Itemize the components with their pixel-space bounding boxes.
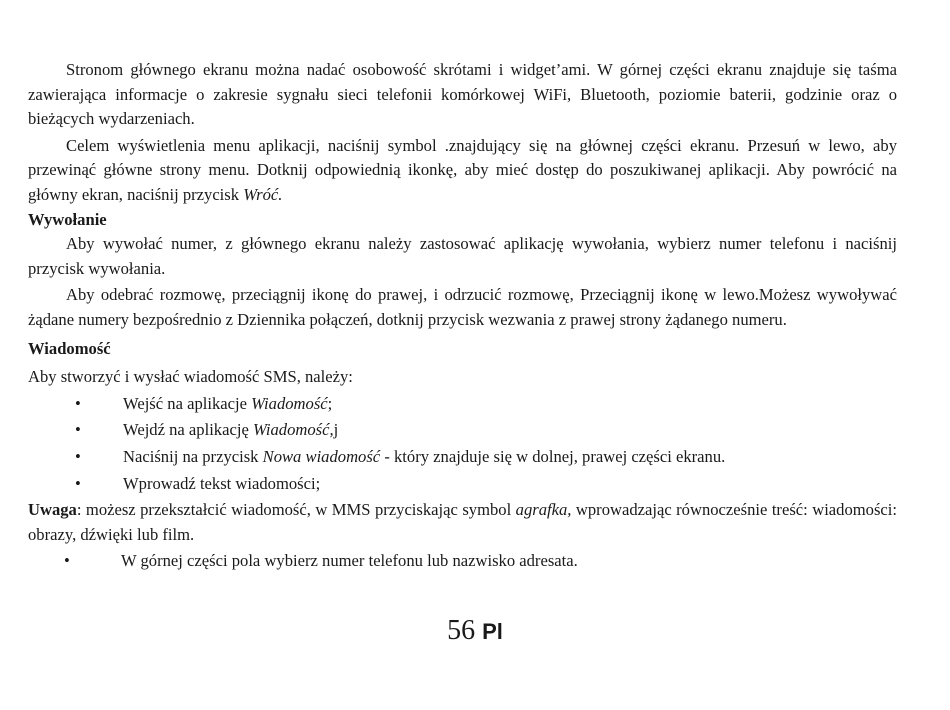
list-item: • Wejdź na aplikację Wiadomość,j	[28, 418, 897, 443]
paragraph-app-menu-text: Celem wyświetlenia menu aplikacji, naciśnij symbol .znajdujący się na głównej części ekranu. Przesuń w lewo, aby przewinąć główne strony menu. Dotknij odpowiednią ikonkę, aby mieć dostęp do poszukiwanej aplikacji. Aby powrócić na główny ekran, naciśnij przycisk	[28, 135, 897, 204]
page-number: 56	[447, 615, 476, 646]
language-code: Pl	[482, 619, 503, 644]
section-heading-call: Wywołanie	[28, 209, 107, 229]
list-item: • Wprowadź tekst wiadomości;	[28, 472, 897, 497]
note-label: Uwaga	[28, 500, 77, 520]
recipient-step-list	[28, 549, 897, 574]
document-body	[28, 58, 897, 574]
paragraph-make-call: Aby wywołać numer, z głównego ekranu należy zastosować aplikację wywołania, wybierz numer telefonu i naciśnij przycisk wywołania.	[28, 234, 897, 278]
bullet-icon: •	[75, 446, 81, 466]
bullet-icon: •	[75, 473, 81, 493]
bullet-icon: •	[64, 551, 70, 571]
list-item: • Wejść na aplikacje Wiadomość;	[28, 392, 897, 417]
paragraph-home-screen: Stronom głównego ekranu można nadać osobowość skrótami i widget’ami. W górnej części ekranu znajduje się taśma zawierająca informacje o zakresie sygnału sieci telefonii komórkowej WiFi, Bluetooth, poziomie baterii, godzinie oraz o bieżących wydarzeniach.	[28, 60, 897, 129]
list-item: • Naciśnij na przycisk Nowa wiadomość - który znajduje się w dolnej, prawej części ekranu.	[28, 445, 897, 470]
paragraph-note: Uwaga: możesz przekształcić wiadomość, w MMS przyciskając symbol agrafka, wprowadzając równocześnie treść: wiadomości: obrazy, dźwięki lub film.	[28, 500, 898, 544]
paragraph-sms-intro: Aby stworzyć i wysłać wiadomość SMS, należy:	[28, 367, 353, 387]
bullet-icon: •	[75, 420, 81, 440]
bullet-icon: •	[75, 393, 81, 413]
paragraph-answer-call: Aby odebrać rozmowę, przeciągnij ikonę do prawej, i odrzucić rozmowę, Przeciągnij ikonę w lewo.Możesz wywoływać żądane numery bezpośrednio z Dziennika połączeń, dotknij przycisk wezwania z prawej strony żądanego numeru.	[28, 285, 897, 329]
back-button-name: Wróć.	[243, 184, 283, 204]
section-heading-message: Wiadomość	[28, 338, 111, 358]
list-item: • W górnej części pola wybierz numer telefonu lub nazwisko adresata.	[28, 549, 897, 574]
page-footer	[0, 613, 950, 650]
paragraph-app-menu	[28, 134, 897, 208]
attachment-symbol-name: agrafka,	[515, 500, 572, 520]
sms-steps-list	[28, 392, 897, 496]
